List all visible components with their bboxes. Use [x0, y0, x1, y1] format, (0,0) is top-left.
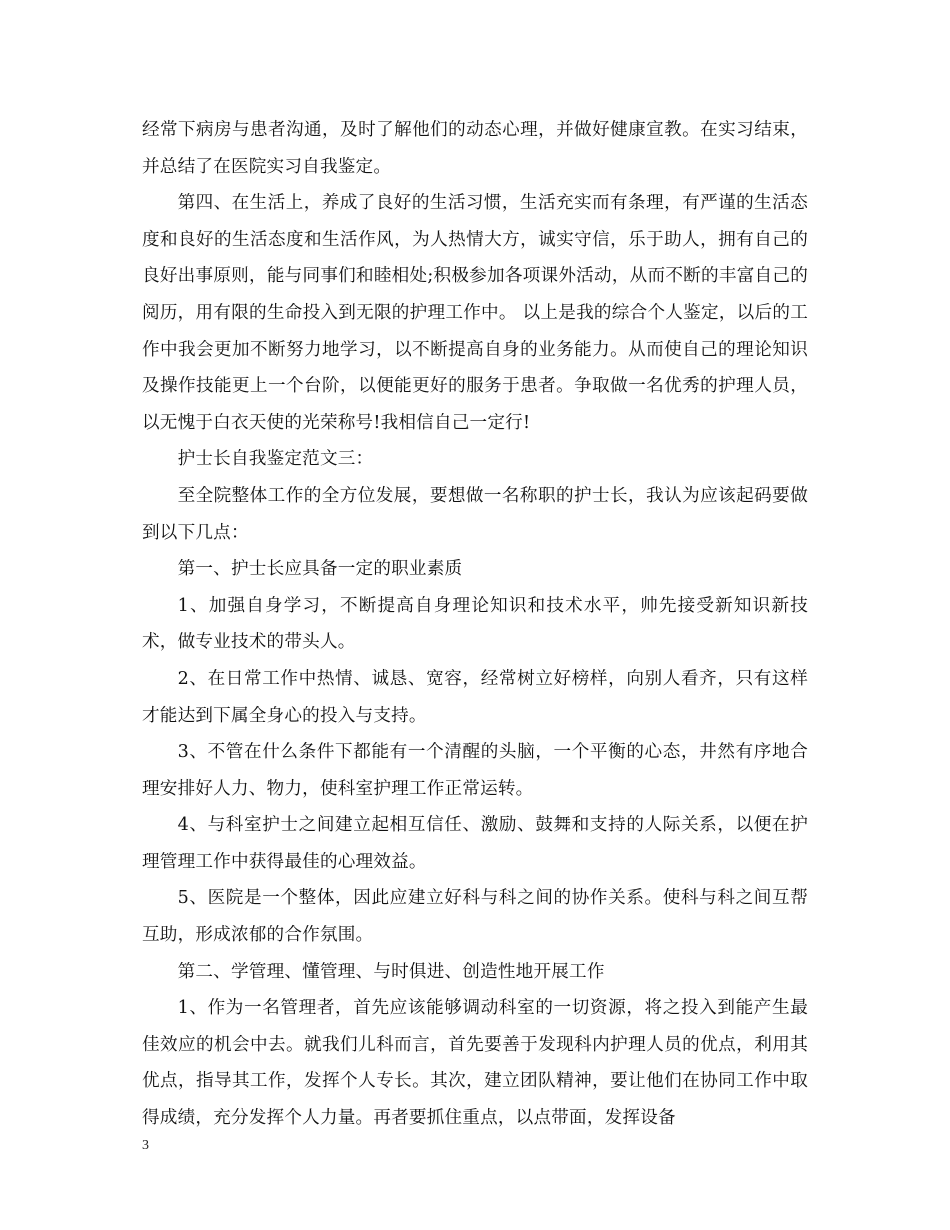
document-body — [142, 112, 808, 1137]
page-number: 3 — [142, 1138, 149, 1153]
paragraph-intro: 至全院整体工作的全方位发展，要想做一名称职的护士长，我认为应该起码要做到以下几点： — [142, 485, 808, 543]
paragraph-continuation: 经常下病房与患者沟通，及时了解他们的动态心理，并做好健康宣教。在实习结束，并总结了在医院实习自我鉴定。 — [142, 120, 808, 177]
list-item-second-1: 1、作为一名管理者，首先应该能够调动科室的一切资源，将之投入到能产生最佳效应的机会中去。就我们儿科而言，首先要善于发现科内护理人员的优点，利用其优点，指导其工作，发挥个人专长。其次，建立团队精神，要让他们在协同工作中取得成绩，充分发挥个人力量。再者要抓住重点，以点带面，发挥设备 — [142, 998, 808, 1129]
list-item-5: 5、医院是一个整体，因此应建立好科与科之间的协作关系。使科与科之间互帮互助，形成浓郁的合作氛围。 — [142, 888, 808, 946]
list-item-4: 4、与科室护士之间建立起相互信任、激励、鼓舞和支持的人际关系，以便在护理管理工作中获得最佳的心理效益。 — [142, 815, 808, 872]
section-heading-sample-three: 护士长自我鉴定范文三： — [177, 449, 374, 470]
list-item-2: 2、在日常工作中热情、诚恳、宽容，经常树立好榜样，向别人看齐，只有这样才能达到下属全身心的投入与支持。 — [142, 668, 808, 726]
list-item-1: 1、加强自身学习，不断提高自身理论知识和技术水平，帅先接受新知识新技术，做专业技术的带头人。 — [142, 595, 808, 653]
paragraph-fourth-life: 第四、在生活上，养成了良好的生活习惯，生活充实而有条理，有严谨的生活态度和良好的生活态度和生活作风，为人热情大方，诚实守信，乐于助人，拥有自己的良好出事原则，能与同事们和睦相处;积极参加各项课外活动，从而不断的丰富自己的阅历，用有限的生命投入到无限的护理工作中。 以上是我的综合个人鉴定，以后的工作中我会更加不断努力地学习，以不断提高自身的业务能力。从而使自己的理论知识及操作技能更上一个台阶，以便能更好的服务于患者。争取做一名优秀的护理人员，以无愧于白衣天使的光荣称号!我相信自己一定行! — [142, 193, 808, 433]
subheading-second: 第二、学管理、懂管理、与时俱进、创造性地开展工作 — [177, 961, 605, 982]
list-item-3: 3、不管在什么条件下都能有一个清醒的头脑，一个平衡的心态，井然有序地合理安排好人力、物力，使科室护理工作正常运转。 — [142, 742, 808, 799]
subheading-first: 第一、护士长应具备一定的职业素质 — [177, 559, 463, 580]
